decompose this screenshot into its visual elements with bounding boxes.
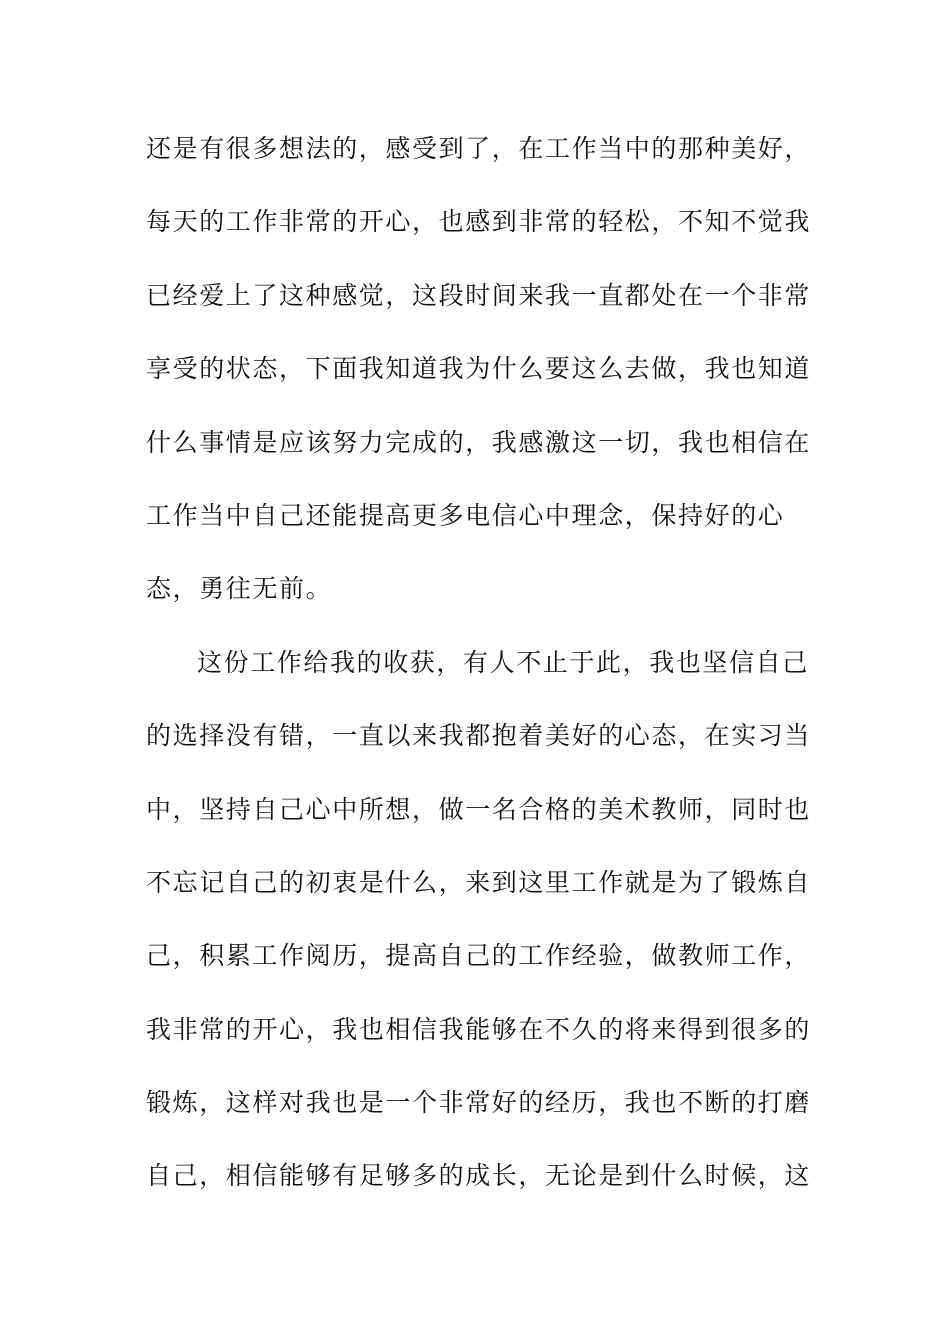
paragraph-2-line: 不忘记自己的初衷是什么，来到这里工作就是为了锻炼自 xyxy=(146,867,812,897)
paragraph-1-line: 还是有很多想法的，感受到了，在工作当中的那种美好， xyxy=(146,134,812,163)
paragraph-2-line: 的选择没有错，一直以来我都抱着美好的心态，在实习当 xyxy=(146,721,812,751)
paragraph-2-first-line: 这份工作给我的收获，有人不止于此，我也坚信自己 xyxy=(197,647,809,677)
paragraph-1-line: 每天的工作非常的开心，也感到非常的轻松，不知不觉我 xyxy=(146,207,812,237)
paragraph-1-line: 态，勇往无前。 xyxy=(146,574,333,604)
paragraph-1-line: 什么事情是应该努力完成的，我感激这一切，我也相信在 xyxy=(146,427,812,457)
paragraph-1-line: 已经爱上了这种感觉，这段时间来我一直都处在一个非常 xyxy=(146,280,812,310)
paragraph-2-line: 我非常的开心，我也相信我能够在不久的将来得到很多的 xyxy=(146,1014,812,1044)
paragraph-2-line: 中，坚持自己心中所想，做一名合格的美术教师，同时也 xyxy=(146,794,812,824)
paragraph-1-line: 享受的状态，下面我知道我为什么要这么去做，我也知道 xyxy=(146,354,812,384)
paragraph-2-line: 锻炼，这样对我也是一个非常好的经历，我也不断的打磨 xyxy=(146,1088,812,1118)
body-text xyxy=(146,124,812,1225)
paragraph-2-line: 己，积累工作阅历，提高自己的工作经验，做教师工作， xyxy=(146,941,812,971)
paragraph-1-line: 工作当中自己还能提高更多电信心中理念，保持好的心 xyxy=(146,500,785,530)
paragraph-2-line: 自己，相信能够有足够多的成长，无论是到什么时候，这 xyxy=(146,1161,812,1191)
